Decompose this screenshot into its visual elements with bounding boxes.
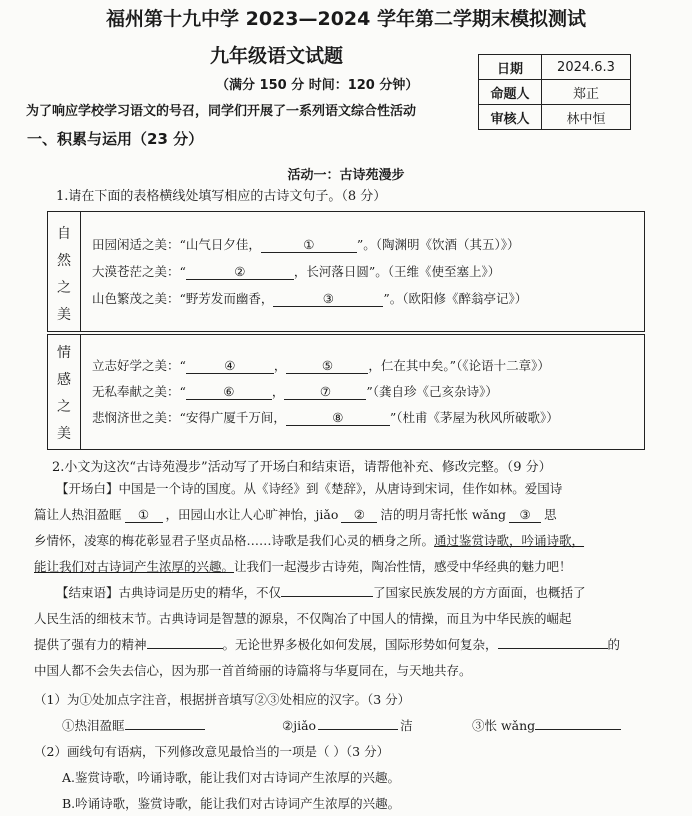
group-label-char: 美 [57, 426, 71, 442]
poem-row [92, 235, 520, 253]
group-label-char: 美 [57, 307, 71, 323]
text-span: ，田园山水让人心旷神怡，jiǎo [165, 507, 339, 522]
poem-prefix: 无私奉献之美：“ [92, 384, 186, 399]
poem-prefix: 立志好学之美：“ [92, 358, 186, 373]
text-span: 洁的明月寄托怅 wǎng [380, 507, 507, 522]
text-line [34, 554, 641, 580]
info-table [478, 54, 631, 130]
info-label: 审核人 [479, 105, 542, 130]
marker-blank-1[interactable]: ① [125, 507, 163, 523]
group-label-char: 然 [57, 253, 71, 269]
text-span: 人民生活的细枝末节。古典诗词是智慧的源泉，不仅陶冶了中国人的情操，而且为中华民族的崛起 [34, 611, 572, 626]
text-span: ③怅 wǎng [472, 718, 536, 733]
poem-mid: ， [273, 358, 287, 373]
group-label-char: 感 [57, 372, 71, 388]
text-span: 【结束语】古典诗词是历史的精华，不仅 [56, 585, 282, 600]
option-b[interactable]: B.吟诵诗歌，鉴赏诗歌，能让我们对古诗词产生浓厚的兴趣。 [62, 796, 401, 811]
sub-question-2: （2）画线句有语病，下列修改意见最恰当的一项是（ ）（3 分） [34, 744, 390, 759]
poem-prefix: 大漠苍茫之美：“ [92, 264, 186, 279]
poem-suffix: ”（杜甫《茅屋为秋风所破歌》） [389, 410, 559, 425]
info-row-date [479, 55, 631, 80]
emotion-beauty-box [47, 334, 645, 450]
group-label-char: 自 [57, 226, 71, 242]
answer-field-3[interactable] [535, 729, 621, 730]
sub-question-1: （1）为①处加点字注音，根据拼音填写②③处相应的汉字。（3 分） [34, 692, 411, 707]
info-value: 林中恒 [542, 105, 631, 130]
poem-row [92, 356, 550, 374]
closing-paragraph [34, 580, 641, 684]
poem-prefix: 田园闲适之美：“山气日夕佳， [92, 237, 261, 252]
text-line [56, 476, 641, 502]
text-span: ②jiǎo [282, 718, 317, 733]
exam-title: 九年级语文试题 [210, 45, 344, 67]
answer-line-1 [62, 716, 205, 734]
poem-row [92, 408, 559, 426]
answer-blank[interactable]: ⑥ [186, 384, 272, 400]
info-value: 2024.6.3 [542, 55, 631, 80]
option-a[interactable]: A.鉴赏诗歌，吟诵诗歌，能让我们对古诗词产生浓厚的兴趣。 [62, 770, 401, 785]
text-span: 。无论世界多极化如何发展，国际形势如何复杂， [222, 637, 498, 652]
underlined-sentence: 通过鉴赏诗歌，吟诵诗歌， [434, 533, 585, 548]
poem-prefix: 山色繁茂之美：“野芳发而幽香， [92, 291, 274, 306]
nature-beauty-box [47, 211, 645, 332]
opening-paragraph [34, 476, 641, 580]
poem-suffix: ”（龚自珍《己亥杂诗》） [366, 384, 498, 399]
answer-field-1[interactable] [125, 729, 205, 730]
answer-blank[interactable]: ⑧ [286, 410, 390, 426]
answer-blank[interactable]: ⑦ [284, 384, 366, 400]
poem-row [92, 289, 527, 307]
poem-row [92, 262, 500, 280]
question-1-stem: 1.请在下面的表格横线处填写相应的古诗文句子。（8 分） [56, 189, 387, 204]
poem-suffix: ”。（陶渊明《饮酒（其五）》） [356, 237, 520, 252]
text-span: 让我们一起漫步古诗苑，陶冶性情，感受中华经典的魅力吧！ [234, 559, 572, 574]
marker-blank-3[interactable]: ③ [509, 507, 541, 523]
fill-blank[interactable] [147, 648, 223, 649]
text-span: 洁 [400, 718, 413, 733]
text-span: 篇让人热泪盈眶 [34, 507, 122, 522]
text-line [34, 606, 641, 632]
poem-suffix: ”。（欧阳修《醉翁亭记》） [383, 291, 528, 306]
text-span: 的 [607, 637, 621, 652]
info-label: 日期 [479, 55, 542, 80]
answer-line-3 [472, 716, 621, 734]
nature-label-column [48, 212, 81, 331]
text-span: 思 [544, 507, 557, 522]
poem-suffix: ，仁在其中矣。”（《论语十二章》） [368, 358, 550, 373]
info-row-author [479, 80, 631, 105]
text-span: 了国家民族发展的方方面面，也概括了 [373, 585, 586, 600]
section-1-heading: 一、积累与运用（23 分） [27, 130, 204, 148]
answer-blank[interactable]: ④ [186, 358, 274, 374]
text-span: ①热泪盈眶 [62, 718, 125, 733]
answer-blank[interactable]: ① [261, 237, 357, 253]
underlined-sentence: 能让我们对古诗词产生浓厚的兴趣。 [34, 559, 235, 574]
text-span: 乡情怀，凌寒的梅花彰显君子坚贞品格……诗歌是我们心灵的栖身之所。 [34, 533, 435, 548]
group-label-char: 情 [57, 345, 71, 361]
fill-blank[interactable] [498, 648, 608, 649]
text-line [34, 632, 641, 658]
answer-blank[interactable]: ⑤ [286, 358, 368, 374]
poem-mid: ， [271, 384, 285, 399]
text-span: 【开场白】中国是一个诗的国度。从《诗经》到《楚辞》，从唐诗到宋词，佳作如林。爱国诗 [56, 481, 563, 496]
question-2-stem: 2.小文为这次“古诗苑漫步”活动写了开场白和结束语，请帮他补充、修改完整。（9 分） [52, 460, 552, 475]
text-line [56, 580, 641, 606]
answer-blank[interactable]: ③ [273, 291, 383, 307]
answer-field-2[interactable] [318, 729, 398, 730]
info-value: 郑正 [542, 80, 631, 105]
text-line [34, 502, 641, 528]
text-span: 中国人都不会失去信心，因为那一首首绮丽的诗篇将与华夏同在，与天地共存。 [34, 663, 472, 678]
fill-blank[interactable] [281, 596, 373, 597]
school-title: 福州第十九中学 2023—2024 学年第二学期末模拟测试 [106, 8, 586, 30]
emotion-label-column [48, 335, 81, 449]
group-label-char: 之 [57, 280, 71, 296]
text-line [34, 658, 641, 684]
intro-line: 为了响应学校学习语文的号召，同学们开展了一系列语文综合性活动 [26, 104, 417, 119]
poem-row [92, 382, 498, 400]
poem-prefix: 悲悯济世之美：“安得广厦千万间， [92, 410, 286, 425]
group-label-char: 之 [57, 399, 71, 415]
answer-blank[interactable]: ② [186, 264, 294, 280]
info-label: 命题人 [479, 80, 542, 105]
text-line [34, 528, 641, 554]
info-row-reviewer [479, 105, 631, 130]
answer-line-2 [282, 716, 413, 734]
text-span: 提供了强有力的精神 [34, 637, 147, 652]
marker-blank-2[interactable]: ② [341, 507, 377, 523]
score-time-line: （满分 150 分 时间：120 分钟） [216, 78, 419, 93]
poem-suffix: ，长河落日圆”。（王维《使至塞上》） [293, 264, 501, 279]
activity-1-title: 活动一：古诗苑漫步 [287, 168, 405, 183]
